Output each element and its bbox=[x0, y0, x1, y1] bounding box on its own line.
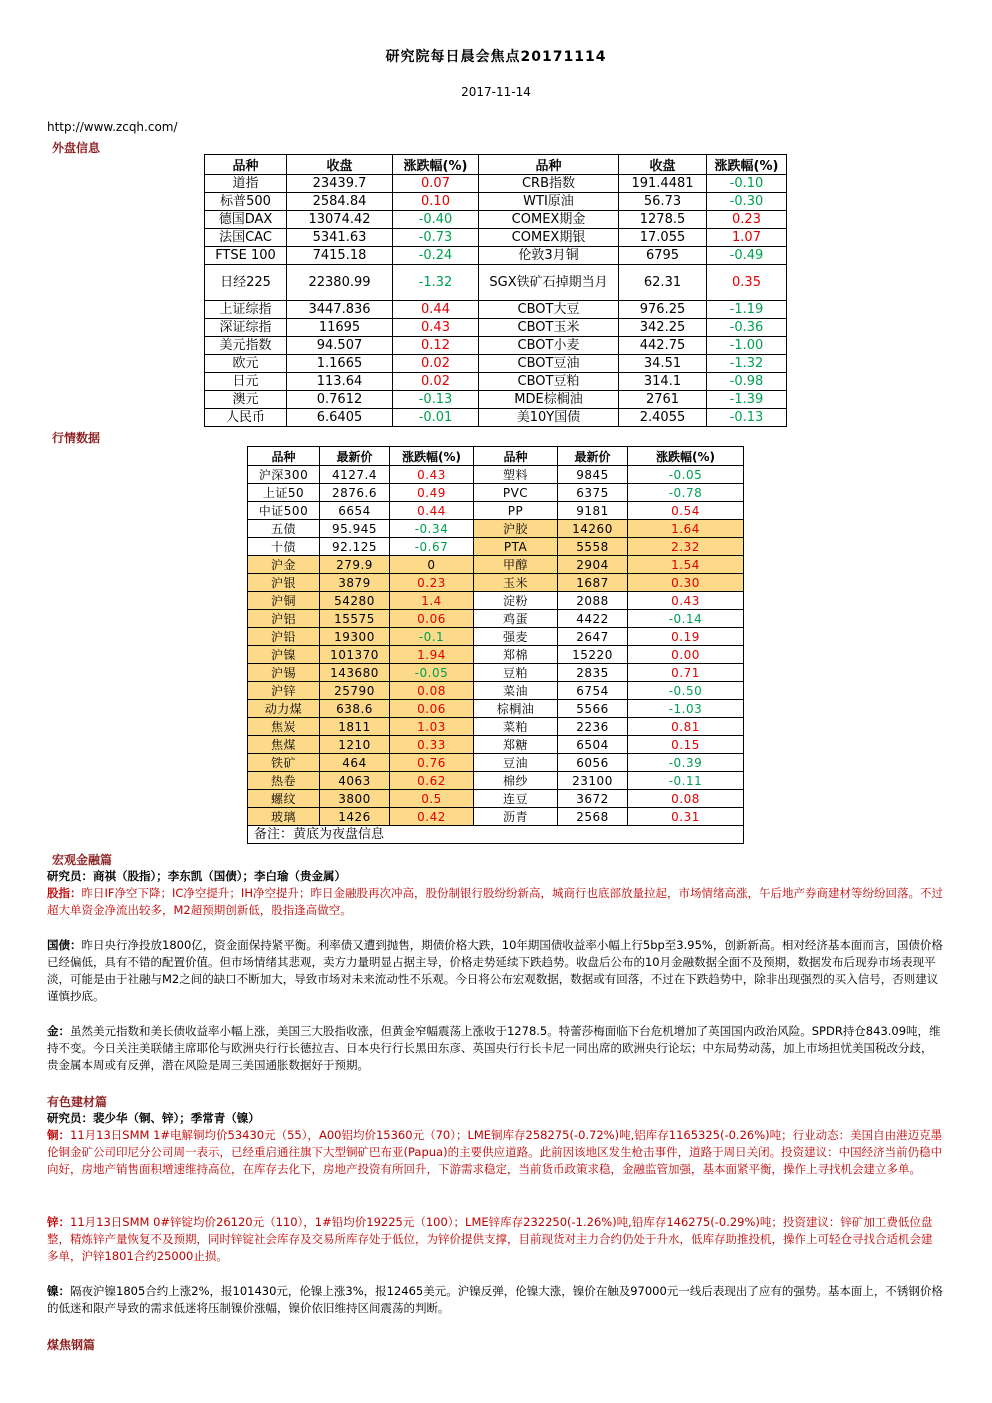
table-row bbox=[205, 193, 787, 211]
table-cell: 191.4481 bbox=[619, 175, 707, 193]
table-cell: -1.39 bbox=[707, 391, 787, 409]
table-cell: 2761 bbox=[619, 391, 707, 409]
copper-label: 铜： bbox=[47, 1128, 70, 1142]
table-cell: 菜粕 bbox=[474, 718, 558, 736]
nickel-paragraph bbox=[47, 1283, 943, 1317]
table-cell: -0.10 bbox=[707, 175, 787, 193]
table-row bbox=[205, 229, 787, 247]
table-row bbox=[248, 466, 744, 484]
table-cell: 3800 bbox=[320, 790, 390, 808]
table-cell: 沪锌 bbox=[248, 682, 320, 700]
table-cell: 0.10 bbox=[393, 193, 479, 211]
copper-paragraph bbox=[47, 1127, 943, 1178]
table-cell: 6795 bbox=[619, 247, 707, 265]
table-cell: 6.6405 bbox=[287, 409, 393, 427]
table-cell: 日经225 bbox=[205, 265, 287, 301]
table-cell: 沪锡 bbox=[248, 664, 320, 682]
table-cell: 2835 bbox=[558, 664, 628, 682]
table-cell: 6754 bbox=[558, 682, 628, 700]
table-cell: -0.1 bbox=[390, 628, 474, 646]
table-cell: 道指 bbox=[205, 175, 287, 193]
table-row bbox=[205, 391, 787, 409]
table-cell: 0.71 bbox=[628, 664, 744, 682]
table-cell: COMEX期金 bbox=[479, 211, 619, 229]
table-cell: 玻璃 bbox=[248, 808, 320, 826]
table-cell: -1.32 bbox=[707, 355, 787, 373]
t2-header-cell: 品种 bbox=[248, 447, 320, 466]
table-row bbox=[248, 700, 744, 718]
table-cell: 欧元 bbox=[205, 355, 287, 373]
table-row bbox=[248, 484, 744, 502]
table-cell: 塑料 bbox=[474, 466, 558, 484]
table-cell: 美10Y国债 bbox=[479, 409, 619, 427]
table-row bbox=[248, 502, 744, 520]
table-row bbox=[248, 772, 744, 790]
table-cell: -0.78 bbox=[628, 484, 744, 502]
table-cell: 638.6 bbox=[320, 700, 390, 718]
table-cell: 沪铝 bbox=[248, 610, 320, 628]
table-cell: 4422 bbox=[558, 610, 628, 628]
table-row bbox=[205, 247, 787, 265]
table-cell: 4127.4 bbox=[320, 466, 390, 484]
table-row bbox=[248, 592, 744, 610]
table-cell: FTSE 100 bbox=[205, 247, 287, 265]
table-cell: 0.49 bbox=[390, 484, 474, 502]
table-row bbox=[248, 736, 744, 754]
page-title: 研究院每日晨会焦点20171114 bbox=[385, 49, 607, 65]
table-cell: 豆油 bbox=[474, 754, 558, 772]
table-cell: PVC bbox=[474, 484, 558, 502]
table-cell: 焦煤 bbox=[248, 736, 320, 754]
table-row bbox=[205, 211, 787, 229]
table-cell: 0.76 bbox=[390, 754, 474, 772]
table-cell: SGX铁矿石掉期当月 bbox=[479, 265, 619, 301]
table-row bbox=[205, 337, 787, 355]
t1-header-cell: 品种 bbox=[205, 155, 287, 175]
table-row bbox=[205, 265, 787, 301]
table-cell: 0.33 bbox=[390, 736, 474, 754]
table-cell: 0.08 bbox=[628, 790, 744, 808]
website-link[interactable]: http://www.zcqh.com/ bbox=[47, 120, 178, 134]
table-cell: 2904 bbox=[558, 556, 628, 574]
table-cell: CBOT豆粕 bbox=[479, 373, 619, 391]
t1-header-cell: 涨跌幅(%) bbox=[707, 155, 787, 175]
t1-header-cell: 涨跌幅(%) bbox=[393, 155, 479, 175]
table-cell: 143680 bbox=[320, 664, 390, 682]
report-date: 2017-11-14 bbox=[461, 85, 531, 99]
table-row bbox=[205, 355, 787, 373]
table-cell: 日元 bbox=[205, 373, 287, 391]
table-cell: 德国DAX bbox=[205, 211, 287, 229]
table-cell: 1.64 bbox=[628, 520, 744, 538]
table-row bbox=[248, 790, 744, 808]
table-cell: 7415.18 bbox=[287, 247, 393, 265]
table-cell: 人民币 bbox=[205, 409, 287, 427]
table-cell: 豆粕 bbox=[474, 664, 558, 682]
table-cell: 2584.84 bbox=[287, 193, 393, 211]
table-cell: 0.02 bbox=[393, 355, 479, 373]
domestic-market-table bbox=[247, 446, 744, 844]
table-cell: 1.54 bbox=[628, 556, 744, 574]
table-cell: 十债 bbox=[248, 538, 320, 556]
table-row bbox=[205, 373, 787, 391]
table-cell: 15575 bbox=[320, 610, 390, 628]
table-cell: 1426 bbox=[320, 808, 390, 826]
table-cell: 15220 bbox=[558, 646, 628, 664]
nickel-label: 镍： bbox=[47, 1284, 70, 1298]
table-cell: 101370 bbox=[320, 646, 390, 664]
table-cell: -0.39 bbox=[628, 754, 744, 772]
table-cell: -0.13 bbox=[707, 409, 787, 427]
table-cell: 279.9 bbox=[320, 556, 390, 574]
table-cell: 伦敦3月铜 bbox=[479, 247, 619, 265]
gold-paragraph bbox=[47, 1023, 943, 1074]
table-cell: 0.06 bbox=[390, 610, 474, 628]
table-cell: 铁矿 bbox=[248, 754, 320, 772]
table-cell: -0.05 bbox=[390, 664, 474, 682]
table-cell: 56.73 bbox=[619, 193, 707, 211]
table-row bbox=[248, 754, 744, 772]
table-cell: 动力煤 bbox=[248, 700, 320, 718]
table-cell: -1.00 bbox=[707, 337, 787, 355]
stock-index-paragraph bbox=[47, 885, 943, 919]
table-cell: 郑棉 bbox=[474, 646, 558, 664]
overseas-market-table bbox=[204, 154, 787, 427]
table-cell: 0.42 bbox=[390, 808, 474, 826]
table-cell: 0.35 bbox=[707, 265, 787, 301]
table-cell: 1210 bbox=[320, 736, 390, 754]
table-cell: -0.01 bbox=[393, 409, 479, 427]
table-cell: 郑糖 bbox=[474, 736, 558, 754]
table-note-row bbox=[248, 826, 744, 844]
table-row bbox=[248, 646, 744, 664]
table-cell: 深证综指 bbox=[205, 319, 287, 337]
table-cell: 0.43 bbox=[390, 466, 474, 484]
table-cell: 0.19 bbox=[628, 628, 744, 646]
table-row bbox=[248, 682, 744, 700]
table-cell: 0.15 bbox=[628, 736, 744, 754]
table-cell: 54280 bbox=[320, 592, 390, 610]
table-cell: 沪胶 bbox=[474, 520, 558, 538]
table-cell: 9845 bbox=[558, 466, 628, 484]
gold-label: 金： bbox=[47, 1024, 70, 1038]
table-cell: 3672 bbox=[558, 790, 628, 808]
table-cell: 2876.6 bbox=[320, 484, 390, 502]
table-cell: 92.125 bbox=[320, 538, 390, 556]
table-cell: 1.07 bbox=[707, 229, 787, 247]
table-cell: 0.5 bbox=[390, 790, 474, 808]
table-cell: 6654 bbox=[320, 502, 390, 520]
zinc-text: 11月13日SMM 0#锌锭均价26120元（110），1#铅均价19225元（100）；LME锌库存232250(-1.26%)吨,铅库存146275(-0.29%)吨；投资建议：锌矿加工费低位盘整，精炼锌产量恢复不及预期，同时锌锭社会库存及交易所库存处于低位，为锌价提供支撑，目前现货对主力合约仍处于升水，低库存助推投机，操作上可轻仓寻找合适机会建多单，沪锌1801合约25000止损。 bbox=[47, 1215, 933, 1263]
t2-header-cell: 涨跌幅(%) bbox=[390, 447, 474, 466]
table-cell: 464 bbox=[320, 754, 390, 772]
table-cell: 甲醇 bbox=[474, 556, 558, 574]
table-cell: 0.08 bbox=[390, 682, 474, 700]
table-cell: 2.32 bbox=[628, 538, 744, 556]
table-cell: 19300 bbox=[320, 628, 390, 646]
table-cell: -0.14 bbox=[628, 610, 744, 628]
table-cell: 强麦 bbox=[474, 628, 558, 646]
table-cell: 1278.5 bbox=[619, 211, 707, 229]
table-cell: -1.32 bbox=[393, 265, 479, 301]
table-cell: -0.05 bbox=[628, 466, 744, 484]
table-cell: 0.43 bbox=[628, 592, 744, 610]
table-row bbox=[205, 175, 787, 193]
section-overseas: 外盘信息 bbox=[52, 141, 101, 155]
table-cell: 342.25 bbox=[619, 319, 707, 337]
table-cell: 美元指数 bbox=[205, 337, 287, 355]
table-cell: 62.31 bbox=[619, 265, 707, 301]
table-cell: 沪铜 bbox=[248, 592, 320, 610]
table-cell: 菜油 bbox=[474, 682, 558, 700]
table-row bbox=[248, 574, 744, 592]
table-cell: -0.34 bbox=[390, 520, 474, 538]
nickel-text: 隔夜沪镍1805合约上涨2%，报101430元，伦镍上涨3%，报12465美元。沪镍反弹，伦镍大涨，镍价在触及97000元一线后表现出了应有的强势。基本面上，不锈钢价格的低迷和限产导致的需求低迷将压制镍价涨幅，镍价依旧维持区间震荡的判断。 bbox=[47, 1284, 943, 1315]
bond-paragraph bbox=[47, 937, 943, 1005]
table-cell: -0.11 bbox=[628, 772, 744, 790]
macro-researchers: 研究员：商祺（股指）；李东凯（国债）；李白瑜（贵金属） bbox=[47, 869, 346, 883]
table-cell: -0.50 bbox=[628, 682, 744, 700]
table-cell: 2236 bbox=[558, 718, 628, 736]
table-cell: 976.25 bbox=[619, 301, 707, 319]
stock-text: 昨日IF净空下降；IC净空提升；IH净空提升；昨日金融股再次冲高，股份制银行股纷纷新高，城商行也底部放量拉起，市场情绪高涨，午后地产券商建材等纷纷回落。不过超大单资金净流出较多，M2超预期创新低，股指逢高做空。 bbox=[47, 886, 943, 917]
table-cell: 热卷 bbox=[248, 772, 320, 790]
table-cell: 0.44 bbox=[390, 502, 474, 520]
gold-text: 虽然美元指数和美长债收益率小幅上涨，美国三大股指收涨，但黄金窄幅震荡上涨收于1278.5。特蕾莎梅面临下台危机增加了英国国内政治风险。SPDR持仓843.09吨，维持不变。今日关注美联储主席耶伦与欧洲央行行长德拉吉、日本央行行长黑田东彦、英国央行行长卡尼一同出席的欧洲央行论坛；中东局势动荡，加上市场担忧美国税改分歧，贵金属本周或有反弹，潜在风险是周三美国通胀数据好于预期。 bbox=[47, 1024, 941, 1072]
table-cell: -1.19 bbox=[707, 301, 787, 319]
table-cell: 五债 bbox=[248, 520, 320, 538]
table-cell: 6504 bbox=[558, 736, 628, 754]
table-cell: PTA bbox=[474, 538, 558, 556]
section-metals: 有色建材篇 bbox=[47, 1095, 108, 1109]
table-row bbox=[248, 628, 744, 646]
table-cell: 淀粉 bbox=[474, 592, 558, 610]
table-cell: 澳元 bbox=[205, 391, 287, 409]
table-cell: 沪银 bbox=[248, 574, 320, 592]
table-cell: 沪镍 bbox=[248, 646, 320, 664]
table-cell: 1.03 bbox=[390, 718, 474, 736]
table-cell: 113.64 bbox=[287, 373, 393, 391]
table-cell: 1811 bbox=[320, 718, 390, 736]
table-cell: 9181 bbox=[558, 502, 628, 520]
table-cell: 0.02 bbox=[393, 373, 479, 391]
table-cell: 2.4055 bbox=[619, 409, 707, 427]
table-cell: 0.23 bbox=[390, 574, 474, 592]
section-coal: 煤焦钢篇 bbox=[47, 1338, 96, 1352]
table-cell: PP bbox=[474, 502, 558, 520]
table-row bbox=[248, 538, 744, 556]
table-cell: MDE棕榈油 bbox=[479, 391, 619, 409]
t2-header-cell: 涨跌幅(%) bbox=[628, 447, 744, 466]
table-cell: WTI原油 bbox=[479, 193, 619, 211]
table-cell: -0.40 bbox=[393, 211, 479, 229]
table-cell: 5566 bbox=[558, 700, 628, 718]
table-cell: COMEX期银 bbox=[479, 229, 619, 247]
table-cell: 棉纱 bbox=[474, 772, 558, 790]
table-cell: 上证50 bbox=[248, 484, 320, 502]
table-cell: 3879 bbox=[320, 574, 390, 592]
table-cell: 沥青 bbox=[474, 808, 558, 826]
table-cell: 0.54 bbox=[628, 502, 744, 520]
table-cell: 1.4 bbox=[390, 592, 474, 610]
table-cell: 沪深300 bbox=[248, 466, 320, 484]
table-cell: 94.507 bbox=[287, 337, 393, 355]
table-cell: -0.30 bbox=[707, 193, 787, 211]
stock-label: 股指： bbox=[47, 886, 82, 900]
table-cell: 玉米 bbox=[474, 574, 558, 592]
table-cell: 连豆 bbox=[474, 790, 558, 808]
table-row bbox=[248, 718, 744, 736]
table-cell: 沪铅 bbox=[248, 628, 320, 646]
table-cell: 0.44 bbox=[393, 301, 479, 319]
t2-header-cell: 最新价 bbox=[320, 447, 390, 466]
zinc-paragraph bbox=[47, 1214, 943, 1265]
table-cell: 314.1 bbox=[619, 373, 707, 391]
table-cell: 23100 bbox=[558, 772, 628, 790]
table-cell: 0.31 bbox=[628, 808, 744, 826]
table-cell: -0.24 bbox=[393, 247, 479, 265]
table-cell: 2647 bbox=[558, 628, 628, 646]
table-cell: 11695 bbox=[287, 319, 393, 337]
table-cell: CBOT大豆 bbox=[479, 301, 619, 319]
table-cell: -0.36 bbox=[707, 319, 787, 337]
table-cell: 标普500 bbox=[205, 193, 287, 211]
bond-label: 国债： bbox=[47, 938, 82, 952]
table-row bbox=[248, 808, 744, 826]
table-cell: 6375 bbox=[558, 484, 628, 502]
table-cell: 0.30 bbox=[628, 574, 744, 592]
table-cell: 0.43 bbox=[393, 319, 479, 337]
table-cell: 法国CAC bbox=[205, 229, 287, 247]
table-cell: CRB指数 bbox=[479, 175, 619, 193]
zinc-label: 锌： bbox=[47, 1215, 70, 1229]
table-cell: -0.13 bbox=[393, 391, 479, 409]
table-cell: 95.945 bbox=[320, 520, 390, 538]
table-cell: 2568 bbox=[558, 808, 628, 826]
table-cell: -1.03 bbox=[628, 700, 744, 718]
table-cell: 鸡蛋 bbox=[474, 610, 558, 628]
table-cell: 22380.99 bbox=[287, 265, 393, 301]
table-cell: 0.23 bbox=[707, 211, 787, 229]
table-cell: 上证综指 bbox=[205, 301, 287, 319]
table-cell: 23439.7 bbox=[287, 175, 393, 193]
table-cell: 沪金 bbox=[248, 556, 320, 574]
t1-header-cell: 收盘 bbox=[287, 155, 393, 175]
copper-text: 11月13日SMM 1#电解铜均价53430元（55），A00铝均价15360元（70）；LME铜库存258275(-0.72%)吨,铝库存1165325(-0.26%)吨；行业动态：美国自由港迈克墨伦铜金矿公司印尼分公司周一表示，已经重启通往旗下大型铜矿巴布亚(Papua)的主要供应道路。此前因该地区发生枪击事件，道路于周日关闭。投资建议：中国经济当前仍稳中向好，房地产销售面积增速维持高位，在库存去化下，房地产投资有所回升，下游需求稳定，当前货币政策求稳，金融监管加强，基本面紧平衡，操作上寻找机会建立多单。 bbox=[47, 1128, 943, 1176]
table-cell: CBOT豆油 bbox=[479, 355, 619, 373]
t2-header-cell: 最新价 bbox=[558, 447, 628, 466]
night-session-note: 备注：黄底为夜盘信息 bbox=[248, 826, 744, 844]
table-cell: 14260 bbox=[558, 520, 628, 538]
section-macro: 宏观金融篇 bbox=[52, 853, 113, 867]
table-cell: CBOT玉米 bbox=[479, 319, 619, 337]
t2-header-cell: 品种 bbox=[474, 447, 558, 466]
table-cell: 0.12 bbox=[393, 337, 479, 355]
table-cell: 2088 bbox=[558, 592, 628, 610]
table-row bbox=[248, 610, 744, 628]
table-row bbox=[248, 556, 744, 574]
t1-header-cell: 品种 bbox=[479, 155, 619, 175]
table-row bbox=[205, 319, 787, 337]
table-row bbox=[205, 301, 787, 319]
table-cell: 5341.63 bbox=[287, 229, 393, 247]
bond-text: 昨日央行净投放1800亿，资金面保持紧平衡。利率债又遭到抛售，期债价格大跌，10年期国债收益率小幅上行5bp至3.95%，创新新高。相对经济基本面而言，国债价格已经偏低，具有不错的配置价值。但市场情绪其悲观，卖方力量明显占据主导，价格走势延续下跌趋势。收盘后公布的10月金融数据全面不及预期，数据发布后现券市场表现平淡，可能是由于社融与M2之间的缺口不断加大，导致市场对未来流动性不乐观。今日将公布宏观数据，数据或有回落，不过在下跌趋势中，除非出现强烈的买入信号，否则建议谨慎抄底。 bbox=[47, 938, 943, 1003]
table-row bbox=[205, 409, 787, 427]
table-cell: 棕榈油 bbox=[474, 700, 558, 718]
table-cell: 0.07 bbox=[393, 175, 479, 193]
table-cell: 0.62 bbox=[390, 772, 474, 790]
table-row bbox=[248, 520, 744, 538]
table-cell: 5558 bbox=[558, 538, 628, 556]
table-cell: 0.06 bbox=[390, 700, 474, 718]
table-cell: 0.81 bbox=[628, 718, 744, 736]
t1-header-cell: 收盘 bbox=[619, 155, 707, 175]
table-cell: 34.51 bbox=[619, 355, 707, 373]
table-cell: 1.1665 bbox=[287, 355, 393, 373]
table-cell: CBOT小麦 bbox=[479, 337, 619, 355]
table-cell: 6056 bbox=[558, 754, 628, 772]
table-cell: 17.055 bbox=[619, 229, 707, 247]
table-cell: 0 bbox=[390, 556, 474, 574]
table-cell: 442.75 bbox=[619, 337, 707, 355]
metals-researchers: 研究员：裴少华（铜、锌）；季常青（镍） bbox=[47, 1111, 260, 1125]
table-cell: 0.00 bbox=[628, 646, 744, 664]
table-cell: 焦炭 bbox=[248, 718, 320, 736]
table-cell: 中证500 bbox=[248, 502, 320, 520]
section-market: 行情数据 bbox=[52, 431, 101, 445]
table-cell: -0.67 bbox=[390, 538, 474, 556]
table-cell: -0.98 bbox=[707, 373, 787, 391]
table-cell: 1.94 bbox=[390, 646, 474, 664]
table-cell: -0.73 bbox=[393, 229, 479, 247]
table-cell: -0.49 bbox=[707, 247, 787, 265]
table-cell: 螺纹 bbox=[248, 790, 320, 808]
table-cell: 4063 bbox=[320, 772, 390, 790]
table-cell: 0.7612 bbox=[287, 391, 393, 409]
table-cell: 1687 bbox=[558, 574, 628, 592]
table-cell: 3447.836 bbox=[287, 301, 393, 319]
table-row bbox=[248, 664, 744, 682]
table-cell: 25790 bbox=[320, 682, 390, 700]
table-cell: 13074.42 bbox=[287, 211, 393, 229]
